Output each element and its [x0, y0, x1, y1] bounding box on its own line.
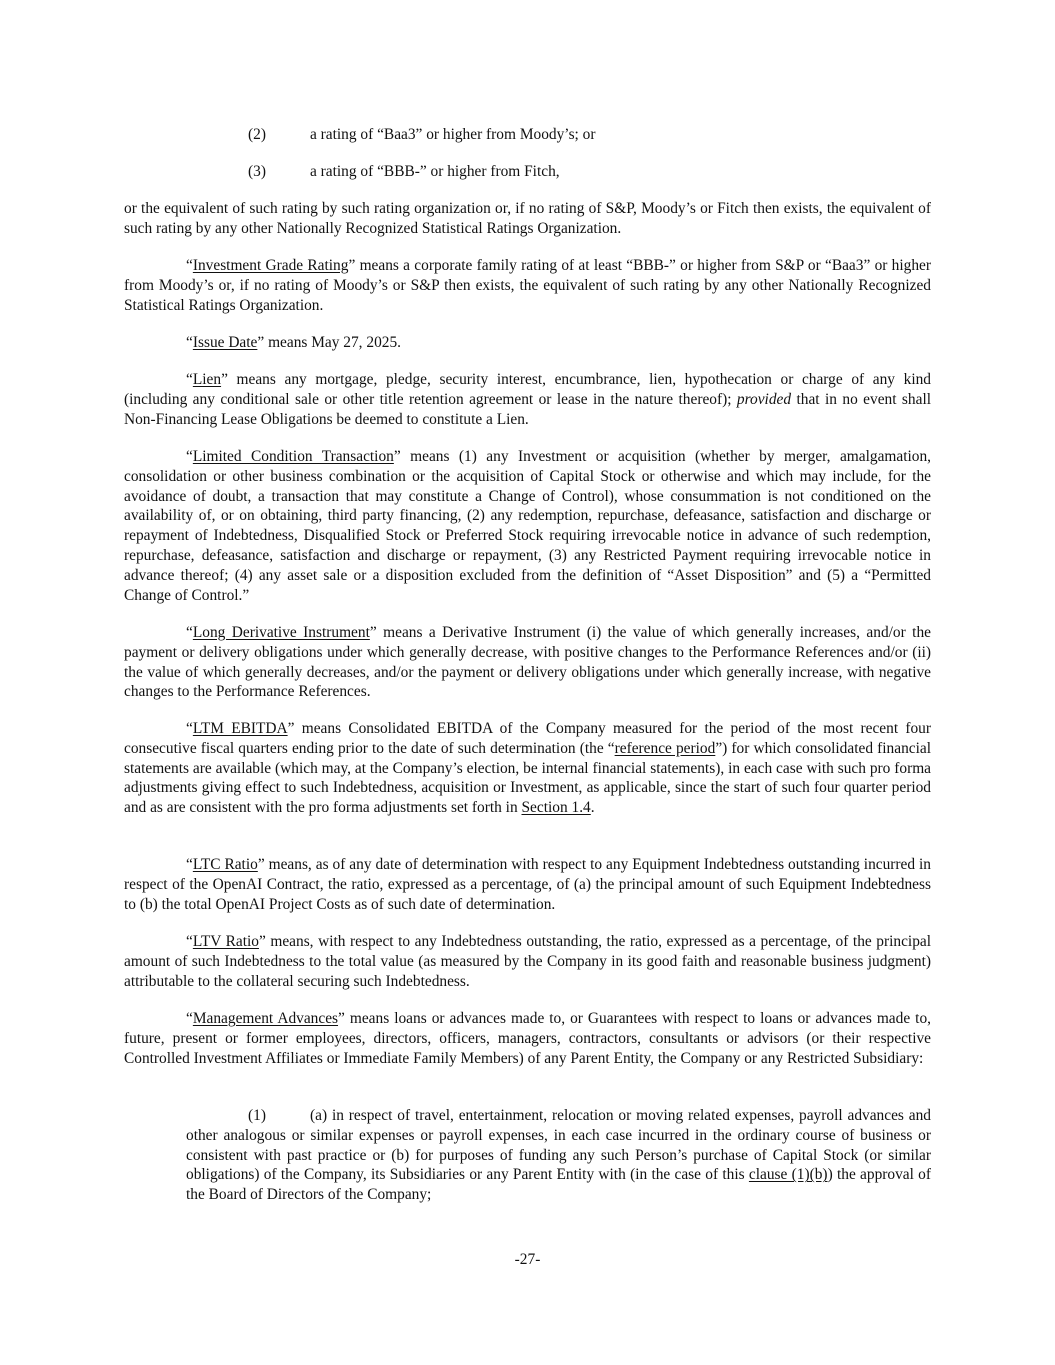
rating-item-moodys [248, 125, 596, 145]
emphasis-provided: provided [736, 390, 792, 408]
defined-term-reference-period: reference period [614, 739, 716, 757]
item-text: a rating of “Baa3” or higher from Moody’s; or [310, 126, 596, 143]
clause-reference-link[interactable]: clause (1)(b) [748, 1166, 828, 1184]
definition-investment-grade-rating: “Investment Grade Rating” means a corporate family rating of at least “BBB-” or higher from S&P or “Baa3” or higher from Moody’s or, if no rating of Moody’s or S&P then exists, the equivalent of such rating by any other Nationally Recognized Statistical Ratings Organization. [124, 257, 931, 314]
defined-term: Management Advances [192, 1010, 339, 1027]
definition-long-derivative-instrument: “Long Derivative Instrument” means a Derivative Instrument (i) the value of which generally increases, and/or the payment or delivery obligations under which generally decrease, with positive changes to the Performance References and/or (ii) the value of which generally decreases, and/or the payment or delivery obligations under which generally increase, with negative changes to the Performance References. [124, 624, 931, 701]
definition-ltv-ratio: “LTV Ratio” means, with respect to any Indebtedness outstanding, the ratio, expressed as a percentage, of the principal amount of such Indebtedness to the total value (as measured by the Company in its good faith and reasonable business judgment) attributable to the collateral securing such Indebtedness. [124, 933, 931, 990]
defined-term: LTM EBITDA [192, 720, 288, 737]
definition-lien: “Lien” means any mortgage, pledge, security interest, encumbrance, lien, hypothecation or charge of any kind (including any conditional sale or other title retention agreement or lease in the nature thereof); provided that in no event shall Non-Financing Lease Obligations be deemed to constitute a Lien. [124, 371, 932, 428]
defined-term: Issue Date [192, 334, 258, 351]
page-number: -27- [514, 1251, 541, 1268]
defined-term: LTC Ratio [192, 856, 258, 873]
item-text: a rating of “BBB-” or higher from Fitch, [310, 163, 560, 180]
management-advances-clause-1: (1) (a) in respect of travel, entertainment, relocation or moving related expenses, payroll advances and other analogous or similar expenses or payroll expenses, in each case incurred in the ordinary course of business or consistent with past practice or (b) for purposes of funding any such Person’s purchase of Capital Stock (or similar obligations) of the Company, its Subsidiaries or any Parent Entity with (in the case of this clause (1)(b)) the approval of the Board of Directors of the Company; [186, 1107, 931, 1204]
definition-ltc-ratio: “LTC Ratio” means, as of any date of determination with respect to any Equipment Indebtedness outstanding incurred in respect of the OpenAI Contract, the ratio, expressed as a percentage, of (a) the principal amount of such Equipment Indebtedness to (b) the total OpenAI Project Costs as of such date of determination. [124, 856, 931, 913]
continuation-paragraph: or the equivalent of such rating by such rating organization or, if no rating of S&P, Moody’s or Fitch then exists, the equivalent of such rating by any other Nationally Recognized Statistical Ratings Organization. [124, 200, 931, 237]
definition-management-advances: “Management Advances” means loans or advances made to, or Guarantees with respect to loans or advances made to, future, present or former employees, directors, officers, managers, contractors, consultants or advisors (or their respective Controlled Investment Affiliates or Immediate Family Members) of any Parent Entity, the Company or any Restricted Subsidiary: [124, 1010, 931, 1067]
definition-limited-condition-transaction: “Limited Condition Transaction” means (1) any Investment or acquisition (whether by merger, amalgamation, consolidation or other business combination or the acquisition of Capital Stock or otherwise and which may include, for the avoidance of doubt, a transaction that may constitute a Change of Control), whose consummation is not conditioned on the availability of, or on obtaining, third party financing, (2) any redemption, repurchase, defeasance, satisfaction and discharge or repayment of Indebtedness, Disqualified Stock or Preferred Stock requiring irrevocable notice in advance of such redemption, repurchase, defeasance, satisfaction and discharge or repayment, (3) any Restricted Payment requiring irrevocable notice in advance thereof; (4) any asset sale or a disposition excluded from the definition of “Asset Disposition” and (5) a “Permitted Change of Control.” [124, 448, 931, 604]
clause-number: (1) [248, 1107, 266, 1124]
defined-term: Lien [192, 371, 222, 388]
defined-term: Long Derivative Instrument [192, 624, 370, 641]
defined-term: Limited Condition Transaction [192, 448, 394, 465]
section-reference-link[interactable]: Section 1.4 [521, 799, 591, 817]
item-number: (3) [248, 163, 266, 180]
definition-issue-date: “Issue Date” means May 27, 2025. [186, 334, 402, 351]
defined-term: Investment Grade Rating [192, 257, 349, 274]
definition-ltm-ebitda: “LTM EBITDA” means Consolidated EBITDA of the Company measured for the period of the most recent four consecutive fiscal quarters ending prior to the date of such determination (the “reference period”) for which consolidated financial statements are available (which may, at the Company’s election, be internal financial statements), in each case with such pro forma adjustments giving effect to such Indebtedness, acquisition or Investment, as applicable, since the start of such four quarter period and as are consistent with the pro forma adjustments set forth in Section 1.4. [124, 720, 932, 817]
rating-item-fitch [248, 162, 560, 182]
item-number: (2) [248, 126, 266, 143]
defined-term: LTV Ratio [192, 933, 259, 950]
